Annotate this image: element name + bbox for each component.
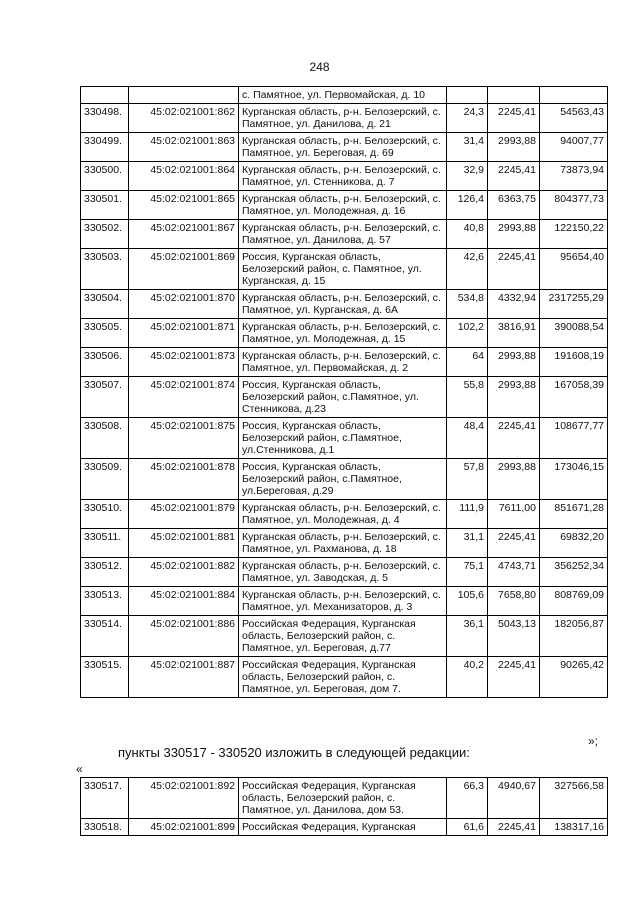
cadastral-number-cell: 45:02:021001:874: [129, 377, 239, 418]
opening-quote: «: [76, 762, 83, 776]
row-id-cell: 330517.: [81, 778, 129, 819]
row-id-cell: 330507.: [81, 377, 129, 418]
table-row: [81, 162, 608, 191]
cadastral-number-cell: 45:02:021001:879: [129, 500, 239, 529]
cadastral-value-cell: 356252,34: [540, 558, 608, 587]
table-row: [81, 249, 608, 290]
row-id-cell: 330502.: [81, 220, 129, 249]
unit-price-cell: 2245,41: [488, 104, 540, 133]
cadastral-value-cell: 73873,94: [540, 162, 608, 191]
address-cell: Курганская область, р-н. Белозерский, с. Памятное, ул. Данилова, д. 21: [239, 104, 447, 133]
cadastral-value-cell: 327566,58: [540, 778, 608, 819]
table-row: [81, 319, 608, 348]
unit-price-cell: 6363,75: [488, 191, 540, 220]
address-cell: Курганская область, р-н. Белозерский, с. Памятное, ул. Береговая, д. 69: [239, 133, 447, 162]
address-cell: Россия, Курганская область, Белозерский район, с.Памятное, ул.Стенникова, д.1: [239, 418, 447, 459]
cadastral-number-cell: 45:02:021001:862: [129, 104, 239, 133]
table-row: [81, 558, 608, 587]
row-id-cell: 330511.: [81, 529, 129, 558]
cadastral-number-cell: 45:02:021001:871: [129, 319, 239, 348]
amended-registry-table: [80, 777, 608, 836]
address-cell: Курганская область, р-н. Белозерский, с. Памятное, ул. Заводская, д. 5: [239, 558, 447, 587]
cadastral-value-cell: 94007,77: [540, 133, 608, 162]
table-row: [81, 529, 608, 558]
row-id-cell: 330509.: [81, 459, 129, 500]
row-id-cell: 330513.: [81, 587, 129, 616]
area-cell: 32,9: [447, 162, 488, 191]
area-cell: 102,2: [447, 319, 488, 348]
table-row: [81, 418, 608, 459]
address-cell: Курганская область, р-н. Белозерский, с. Памятное, ул. Молодежная, д. 4: [239, 500, 447, 529]
row-id-cell: 330505.: [81, 319, 129, 348]
area-cell: 126,4: [447, 191, 488, 220]
address-cell: Россия, Курганская область, Белозерский район, с.Памятное, ул. Стенникова, д.23: [239, 377, 447, 418]
cadastral-value-cell: 851671,28: [540, 500, 608, 529]
row-id-cell: 330518.: [81, 819, 129, 836]
table-row: [81, 348, 608, 377]
area-cell: 31,4: [447, 133, 488, 162]
unit-price-cell: 2245,41: [488, 162, 540, 191]
cadastral-value-cell: 808769,09: [540, 587, 608, 616]
area-cell: 57,8: [447, 459, 488, 500]
area-cell: 31,1: [447, 529, 488, 558]
cadastral-number-cell: 45:02:021001:882: [129, 558, 239, 587]
area-cell: 42,6: [447, 249, 488, 290]
unit-price-cell: 4940,67: [488, 778, 540, 819]
address-cell: Российская Федерация, Курганская область, Белозерский район, с. Памятное, ул. Данилова, дом 53.: [239, 778, 447, 819]
registry-table: [80, 86, 608, 698]
unit-price-cell: 2993,88: [488, 459, 540, 500]
unit-price-cell: 4743,71: [488, 558, 540, 587]
closing-quote: »;: [588, 734, 599, 748]
cadastral-value-cell: [540, 87, 608, 104]
address-cell: Россия, Курганская область, Белозерский район, с. Памятное, ул. Курганская, д. 15: [239, 249, 447, 290]
row-id-cell: 330506.: [81, 348, 129, 377]
area-cell: 48,4: [447, 418, 488, 459]
cadastral-number-cell: 45:02:021001:865: [129, 191, 239, 220]
table-row: [81, 377, 608, 418]
row-id-cell: 330503.: [81, 249, 129, 290]
cadastral-value-cell: 138317,16: [540, 819, 608, 836]
cadastral-number-cell: 45:02:021001:873: [129, 348, 239, 377]
unit-price-cell: 2245,41: [488, 418, 540, 459]
address-cell: Курганская область, р-н. Белозерский, с. Памятное, ул. Рахманова, д. 18: [239, 529, 447, 558]
unit-price-cell: 7658,80: [488, 587, 540, 616]
cadastral-number-cell: 45:02:021001:870: [129, 290, 239, 319]
cadastral-value-cell: 108677,77: [540, 418, 608, 459]
address-cell: Российская Федерация, Курганская: [239, 819, 447, 836]
cadastral-number-cell: 45:02:021001:884: [129, 587, 239, 616]
address-cell: Российская Федерация, Курганская область, Белозерский район, с. Памятное, ул. Береговая, д.77: [239, 616, 447, 657]
table-row: [81, 657, 608, 698]
address-cell: Российская Федерация, Курганская область, Белозерский район, с. Памятное, ул. Береговая, дом 7.: [239, 657, 447, 698]
address-cell: Курганская область, р-н. Белозерский, с. Памятное, ул. Механизаторов, д. 3: [239, 587, 447, 616]
table-row: [81, 500, 608, 529]
row-id-cell: [81, 87, 129, 104]
unit-price-cell: 2993,88: [488, 133, 540, 162]
cadastral-number-cell: [129, 87, 239, 104]
unit-price-cell: 5043,13: [488, 616, 540, 657]
unit-price-cell: 2993,88: [488, 348, 540, 377]
cadastral-value-cell: 122150,22: [540, 220, 608, 249]
address-cell: Курганская область, р-н. Белозерский, с. Памятное, ул. Стенникова, д. 7: [239, 162, 447, 191]
row-id-cell: 330515.: [81, 657, 129, 698]
area-cell: 40,2: [447, 657, 488, 698]
area-cell: 534,8: [447, 290, 488, 319]
cadastral-number-cell: 45:02:021001:863: [129, 133, 239, 162]
address-cell: Курганская область, р-н. Белозерский, с. Памятное, ул. Молодежная, д. 15: [239, 319, 447, 348]
table-row: [81, 133, 608, 162]
area-cell: 105,6: [447, 587, 488, 616]
unit-price-cell: 3816,91: [488, 319, 540, 348]
amendment-instruction: пункты 330517 - 330520 изложить в следующей редакции:: [118, 745, 470, 760]
row-id-cell: 330498.: [81, 104, 129, 133]
table-row: [81, 587, 608, 616]
area-cell: 111,9: [447, 500, 488, 529]
cadastral-value-cell: 390088,54: [540, 319, 608, 348]
cadastral-value-cell: 191608,19: [540, 348, 608, 377]
address-cell: Россия, Курганская область, Белозерский район, с.Памятное, ул.Береговая, д.29: [239, 459, 447, 500]
unit-price-cell: 7611,00: [488, 500, 540, 529]
area-cell: 24,3: [447, 104, 488, 133]
cadastral-value-cell: 54563,43: [540, 104, 608, 133]
unit-price-cell: 2245,41: [488, 249, 540, 290]
unit-price-cell: 2245,41: [488, 657, 540, 698]
cadastral-value-cell: 2317255,29: [540, 290, 608, 319]
cadastral-value-cell: 182056,87: [540, 616, 608, 657]
unit-price-cell: [488, 87, 540, 104]
table-row: [81, 819, 608, 836]
table-row: [81, 104, 608, 133]
table-row: [81, 459, 608, 500]
area-cell: 75,1: [447, 558, 488, 587]
cadastral-number-cell: 45:02:021001:887: [129, 657, 239, 698]
address-cell: Курганская область, р-н. Белозерский, с. Памятное, ул. Молодежная, д. 16: [239, 191, 447, 220]
area-cell: 61,6: [447, 819, 488, 836]
address-cell: Курганская область, р-н. Белозерский, с. Памятное, ул. Первомайская, д. 2: [239, 348, 447, 377]
area-cell: 36,1: [447, 616, 488, 657]
cadastral-number-cell: 45:02:021001:886: [129, 616, 239, 657]
unit-price-cell: 2245,41: [488, 529, 540, 558]
area-cell: [447, 87, 488, 104]
cadastral-number-cell: 45:02:021001:875: [129, 418, 239, 459]
row-id-cell: 330512.: [81, 558, 129, 587]
cadastral-number-cell: 45:02:021001:892: [129, 778, 239, 819]
row-id-cell: 330499.: [81, 133, 129, 162]
unit-price-cell: 2993,88: [488, 377, 540, 418]
cadastral-value-cell: 804377,73: [540, 191, 608, 220]
cadastral-number-cell: 45:02:021001:867: [129, 220, 239, 249]
row-id-cell: 330500.: [81, 162, 129, 191]
cadastral-number-cell: 45:02:021001:881: [129, 529, 239, 558]
area-cell: 55,8: [447, 377, 488, 418]
address-cell: с. Памятное, ул. Первомайская, д. 10: [239, 87, 447, 104]
table-row: [81, 616, 608, 657]
cadastral-number-cell: 45:02:021001:878: [129, 459, 239, 500]
page-number: 248: [309, 60, 330, 74]
unit-price-cell: 2245,41: [488, 819, 540, 836]
table-row: [81, 87, 608, 104]
cadastral-value-cell: 90265,42: [540, 657, 608, 698]
cadastral-number-cell: 45:02:021001:864: [129, 162, 239, 191]
cadastral-value-cell: 69832,20: [540, 529, 608, 558]
cadastral-number-cell: 45:02:021001:899: [129, 819, 239, 836]
area-cell: 64: [447, 348, 488, 377]
row-id-cell: 330510.: [81, 500, 129, 529]
row-id-cell: 330508.: [81, 418, 129, 459]
table-row: [81, 290, 608, 319]
address-cell: Курганская область, р-н. Белозерский, с. Памятное, ул. Данилова, д. 57: [239, 220, 447, 249]
address-cell: Курганская область, р-н. Белозерский, с. Памятное, ул. Курганская, д. 6А: [239, 290, 447, 319]
area-cell: 40,8: [447, 220, 488, 249]
table-row: [81, 191, 608, 220]
cadastral-value-cell: 173046,15: [540, 459, 608, 500]
unit-price-cell: 4332,94: [488, 290, 540, 319]
row-id-cell: 330514.: [81, 616, 129, 657]
cadastral-value-cell: 167058,39: [540, 377, 608, 418]
cadastral-number-cell: 45:02:021001:869: [129, 249, 239, 290]
row-id-cell: 330501.: [81, 191, 129, 220]
area-cell: 66,3: [447, 778, 488, 819]
cadastral-value-cell: 95654,40: [540, 249, 608, 290]
table-row: [81, 220, 608, 249]
table-row: [81, 778, 608, 819]
row-id-cell: 330504.: [81, 290, 129, 319]
unit-price-cell: 2993,88: [488, 220, 540, 249]
